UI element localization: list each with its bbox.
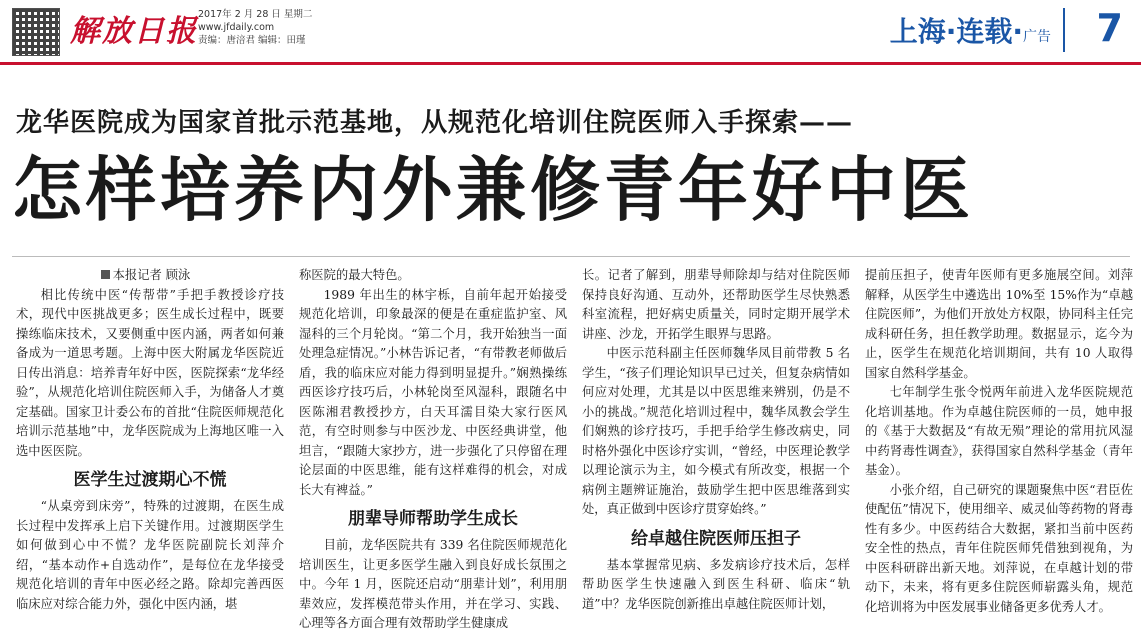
square-bullet-icon — [101, 270, 110, 279]
paragraph: 提前压担子，使青年医师有更多施展空间。刘萍解释，从医学生中遴选出 10%至 15%作为“卓越住院医师”，为他们开放处方权限，协同科主任完成科研任务，担任教学助理。数据显示，迄今为止，医学生在规范化培训期间，共有 10 人取得国家自然科学基金。 — [865, 268, 1133, 380]
byline — [16, 266, 284, 286]
newspaper-logo: 解放日报 — [70, 14, 198, 49]
page-number: 7 — [1096, 6, 1123, 50]
section-heading: 医学生过渡期心不慌 — [73, 470, 227, 490]
section-name: 上海·连载· — [889, 15, 1023, 48]
paragraph: 长。记者了解到，朋辈导师除却与结对住院医师保持良好沟通、互动外，还帮助医学生尽快熟悉科室流程，把好病史质量关，同时定期开展学术讲座、沙龙，开拓学生眼界与思路。 — [582, 268, 850, 341]
column-4 — [865, 266, 1133, 614]
article-subtitle: 龙华医院成为国家首批示范基地，从规范化培训住院医师入手探索—— — [16, 108, 854, 138]
column-1 — [16, 266, 284, 611]
byline-text: 本报记者 顾泳 — [112, 268, 191, 282]
section-heading: 给卓越住院医师压担子 — [631, 528, 801, 549]
page-divider — [1063, 8, 1065, 52]
paragraph: 七年制学生张令悦两年前进入龙华医院规范化培训基地。作为卓越住院医师的一员，她申报的《基于大数据及“有故无殒”理论的常用抗风湿中药肾毒性调查》，获得国家自然科学基金（青年基金）。 — [865, 385, 1133, 477]
ad-tag: 广告 — [1023, 29, 1051, 45]
paragraph: 中医示范科副主任医师魏华凤目前带教 5 名学生，“孩子们理论知识早已过关，但复杂病情如何应对处理，尤其是以中医思维来辨别，仍是不小的挑战。”规范化培训过程中，魏华凤教会学生们娴熟的诊疗技巧，手把手给学生修改病史，同时格外强化中医诊疗实训，“曾经，中医理论教学以理论演示为主，如今模式有所改变，根据一个病例主题辨证施治，鼓励学生把中医思维落到实处，真正做到中医诊疗贯穿始终。” — [582, 346, 850, 516]
column-2 — [299, 266, 567, 630]
paragraph: “从桌旁到床旁”，特殊的过渡期，在医生成长过程中发挥承上启下关键作用。过渡期医学生如何做到心中不慌？龙华医院副院长刘萍介绍，“基本动作+自选动作”，是每位在龙华接受规范化培训的青年中医必经之路。除却完善西医临床应对综合能力外，强化中医内涵，堪 — [16, 499, 284, 611]
issue-info — [198, 8, 312, 47]
article-body — [16, 266, 1133, 630]
paragraph: 相比传统中医“传帮带”手把手教授诊疗技术，现代中医挑战更多；医生成长过程中，既要操练临床技术，又要侧重中医内涵，两者如何兼备成为一道思考题。上海中医大附属龙华医院近日传出消息：培养青年好中医，医院探索“龙华经验”，从规范化培训住院医师入手，为储备人才奠定基础。国家卫计委公布的首批“住院医师规范化培训示范基地”中，龙华医院成为上海地区唯一入选中医医院。 — [16, 287, 284, 458]
title-rule — [12, 256, 1130, 257]
section-title — [890, 10, 1051, 50]
article-title: 怎样培养内外兼修青年好中医 — [12, 149, 974, 231]
issue-date: 2017年 2 月 28 日 星期二 — [198, 9, 313, 20]
issue-site: www.jfdaily.com — [198, 22, 275, 33]
paragraph: 基本掌握常见病、多发病诊疗技术后，怎样帮助医学生快速融入到医生科研、临床“轨道”中？龙华医院创新推出卓越住院医师计划， — [582, 557, 850, 611]
paragraph: 小张介绍，自己研究的课题聚焦中医“君臣佐使配伍”情况下，使用细辛、威灵仙等药物的肾毒性有多少。中医药结合大数据，紧扣当前中医药安全性的热点，青年住院医师凭借独到视角，为中医科研辟出新天地。刘萍说，在卓越计划的带动下，未来，将有更多住院医师崭露头角，规范化培训将为中医发展事业储备更多优秀人才。 — [865, 482, 1133, 614]
qr-code-icon — [12, 8, 60, 56]
paragraph: 目前，龙华医院共有 339 名住院医师规范化培训医生，让更多医学生融入到良好成长氛围之中。今年 1 月，医院还启动“朋辈计划”，利用朋辈效应，发挥模范带头作用，并在学习、实践、心理等各方面合理有效帮助学生健康成 — [299, 538, 567, 630]
issue-editors: 责编：唐涪君 编辑：田瑾 — [198, 35, 306, 46]
column-3 — [582, 266, 850, 611]
paragraph: 称医院的最大特色。 — [299, 268, 410, 282]
section-heading: 朋辈导师帮助学生成长 — [348, 509, 518, 529]
masthead — [0, 0, 1141, 65]
paragraph: 1989 年出生的林宇栎，自前年起开始接受规范化培训，印象最深的便是在重症监护室、风湿科的三个月轮岗。“第二个月，我开始独当一面处理急症情况。”小林告诉记者，“有带教老师做后盾，我的临床应对能力得到明显提升。”娴熟操练西医诊疗技巧后，小林轮岗至风湿科，跟随名中医陈湘君教授抄方，白天耳濡目染大家行医风范，有空时则参与中医沙龙、中医经典讲堂，他坦言，“跟随大家抄方，进一步强化了只停留在理论层面的中医思维，能有这样难得的机会，对成长大有裨益。” — [299, 287, 567, 497]
